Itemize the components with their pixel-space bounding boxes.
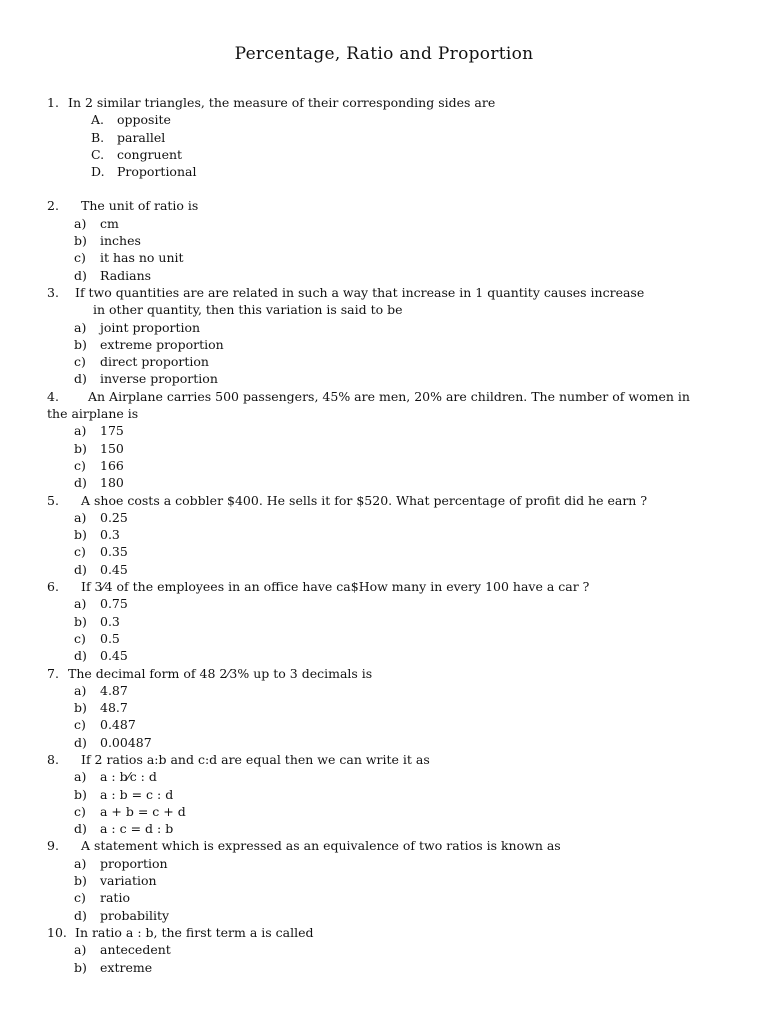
- option: [47, 319, 727, 336]
- option-letter: d): [74, 734, 87, 750]
- option-text: inches: [100, 233, 141, 249]
- option-text: it has no unit: [100, 250, 184, 266]
- option-letter: a): [74, 855, 87, 871]
- question-text-continued: the airplane is: [47, 406, 139, 422]
- option-letter: D.: [91, 164, 105, 180]
- option-text: 0.5: [100, 630, 120, 646]
- question-number: 2.: [47, 198, 59, 214]
- question-text: In ratio a : b, the first term a is called: [75, 924, 314, 940]
- question-1: [47, 94, 727, 180]
- question-6: [47, 578, 727, 664]
- option-letter: c): [74, 250, 86, 266]
- option: [47, 215, 727, 232]
- option-letter: d): [74, 267, 87, 283]
- option-text: 0.35: [100, 544, 128, 560]
- option-letter: a): [74, 319, 87, 335]
- question-7: [47, 665, 727, 751]
- option-letter: d): [74, 821, 87, 837]
- option: [47, 613, 727, 630]
- option-letter: c): [74, 803, 86, 819]
- option-text: 0.75: [100, 596, 128, 612]
- option: [47, 561, 727, 578]
- option: [47, 855, 727, 872]
- option-text: opposite: [117, 112, 171, 128]
- option-text: Radians: [100, 267, 152, 283]
- option: [47, 440, 727, 457]
- option-text: a : b⁄c : d: [100, 769, 157, 785]
- question-list: [47, 94, 727, 976]
- option-text: variation: [100, 873, 157, 889]
- option: [47, 647, 727, 664]
- option: [47, 872, 727, 889]
- option-letter: c): [74, 890, 86, 906]
- question-3: [47, 284, 727, 388]
- option: [47, 595, 727, 612]
- option-text: 175: [100, 423, 124, 439]
- option: [47, 526, 727, 543]
- option-text: extreme: [100, 959, 153, 975]
- question-text: If 2 ratios a:b and c:d are equal then we can write it as: [81, 751, 430, 767]
- option-text: inverse proportion: [100, 371, 218, 387]
- option: [47, 146, 727, 163]
- option-text: 48.7: [100, 700, 128, 716]
- option-text: extreme proportion: [100, 336, 224, 352]
- question-number: 10.: [47, 924, 67, 940]
- question-4: [47, 388, 727, 492]
- option-letter: C.: [91, 146, 105, 162]
- option: [47, 786, 727, 803]
- option-text: 0.487: [100, 717, 136, 733]
- option-text: congruent: [117, 146, 183, 162]
- option: [47, 734, 727, 751]
- option-letter: a): [74, 423, 87, 439]
- question-number: 9.: [47, 838, 59, 854]
- option: [47, 959, 727, 976]
- option-letter: a): [74, 596, 87, 612]
- option: [47, 353, 727, 370]
- question-text: If 3⁄4 of the employees in an office have ca$How many in every 100 have a car ?: [81, 579, 590, 595]
- question-text: A statement which is expressed as an equivalence of two ratios is known as: [81, 838, 561, 854]
- option: [47, 699, 727, 716]
- option: [47, 457, 727, 474]
- option-letter: b): [74, 613, 87, 629]
- question-number: 5.: [47, 492, 59, 508]
- option-letter: b): [74, 786, 87, 802]
- option-text: 0.00487: [100, 734, 152, 750]
- question-2: [47, 197, 727, 283]
- option: [47, 336, 727, 353]
- page-title: Percentage, Ratio and Proportion: [234, 44, 534, 64]
- question-number: 7.: [47, 665, 59, 681]
- option: [47, 543, 727, 560]
- option-letter: b): [74, 440, 87, 456]
- option: [47, 370, 727, 387]
- question-text: If two quantities are are related in such a way that increase in 1 quantity causes increase: [75, 284, 645, 300]
- option-text: ratio: [100, 890, 130, 906]
- option-text: 0.3: [100, 613, 120, 629]
- option-letter: c): [74, 354, 86, 370]
- option: [47, 111, 727, 128]
- option-letter: b): [74, 233, 87, 249]
- question-text: An Airplane carries 500 passengers, 45% are men, 20% are children. The number of women in: [88, 388, 690, 404]
- option-text: direct proportion: [100, 354, 209, 370]
- question-number: 3.: [47, 284, 59, 300]
- option-letter: B.: [91, 129, 105, 145]
- option-letter: a): [74, 215, 87, 231]
- option-text: parallel: [117, 129, 166, 145]
- option-text: Proportional: [117, 164, 197, 180]
- option-letter: d): [74, 907, 87, 923]
- option-letter: a): [74, 942, 87, 958]
- option-letter: c): [74, 630, 86, 646]
- option-text: 0.25: [100, 509, 128, 525]
- option-text: 150: [100, 440, 124, 456]
- option-text: cm: [100, 215, 119, 231]
- question-text-continued: in other quantity, then this variation is said to be: [93, 302, 403, 318]
- option: [47, 509, 727, 526]
- option-letter: b): [74, 336, 87, 352]
- option: [47, 474, 727, 491]
- option: [47, 941, 727, 958]
- question-5: [47, 492, 727, 578]
- option-letter: a): [74, 682, 87, 698]
- option: [47, 267, 727, 284]
- option-letter: b): [74, 959, 87, 975]
- question-8: [47, 751, 727, 837]
- option: [47, 422, 727, 439]
- option-letter: b): [74, 700, 87, 716]
- option-letter: a): [74, 769, 87, 785]
- question-number: 1.: [47, 95, 59, 110]
- option: [47, 163, 727, 180]
- option: [47, 630, 727, 647]
- option-text: probability: [100, 907, 170, 923]
- option: [47, 820, 727, 837]
- option-letter: c): [74, 457, 86, 473]
- question-text: A shoe costs a cobbler $400. He sells it for $520. What percentage of profit did he earn ?: [81, 492, 648, 508]
- question-9: [47, 837, 727, 923]
- option: [47, 716, 727, 733]
- option: [47, 768, 727, 785]
- option: [47, 232, 727, 249]
- option-letter: a): [74, 509, 87, 525]
- option-text: a : c = d : b: [100, 821, 174, 837]
- option: [47, 682, 727, 699]
- option-text: a + b = c + d: [100, 803, 186, 819]
- option-text: 0.3: [100, 527, 120, 543]
- option-text: 4.87: [100, 682, 128, 698]
- option-text: proportion: [100, 855, 168, 871]
- option-letter: b): [74, 527, 87, 543]
- spacer: [47, 180, 727, 197]
- option-text: 0.45: [100, 648, 128, 664]
- option-letter: c): [74, 544, 86, 560]
- option-letter: d): [74, 475, 87, 491]
- option-letter: d): [74, 648, 87, 664]
- option-letter: c): [74, 717, 86, 733]
- option: [47, 249, 727, 266]
- option-text: a : b = c : d: [100, 786, 174, 802]
- option-letter: d): [74, 561, 87, 577]
- option-letter: b): [74, 873, 87, 889]
- question-number: 8.: [47, 751, 59, 767]
- option-text: 180: [100, 475, 124, 491]
- option-text: 0.45: [100, 561, 128, 577]
- option-text: joint proportion: [100, 319, 201, 335]
- question-number: 4.: [47, 388, 59, 404]
- option-letter: A.: [91, 112, 105, 128]
- option-letter: d): [74, 371, 87, 387]
- question-number: 6.: [47, 579, 59, 595]
- question-text: The decimal form of 48 2⁄3% up to 3 decimals is: [68, 665, 373, 681]
- option-text: antecedent: [100, 942, 171, 958]
- question-10: [47, 924, 727, 976]
- option-text: 166: [100, 457, 124, 473]
- option: [47, 889, 727, 906]
- option: [47, 129, 727, 146]
- question-text: The unit of ratio is: [81, 198, 199, 214]
- question-text: In 2 similar triangles, the measure of their corresponding sides are: [68, 95, 496, 110]
- option: [47, 907, 727, 924]
- option: [47, 803, 727, 820]
